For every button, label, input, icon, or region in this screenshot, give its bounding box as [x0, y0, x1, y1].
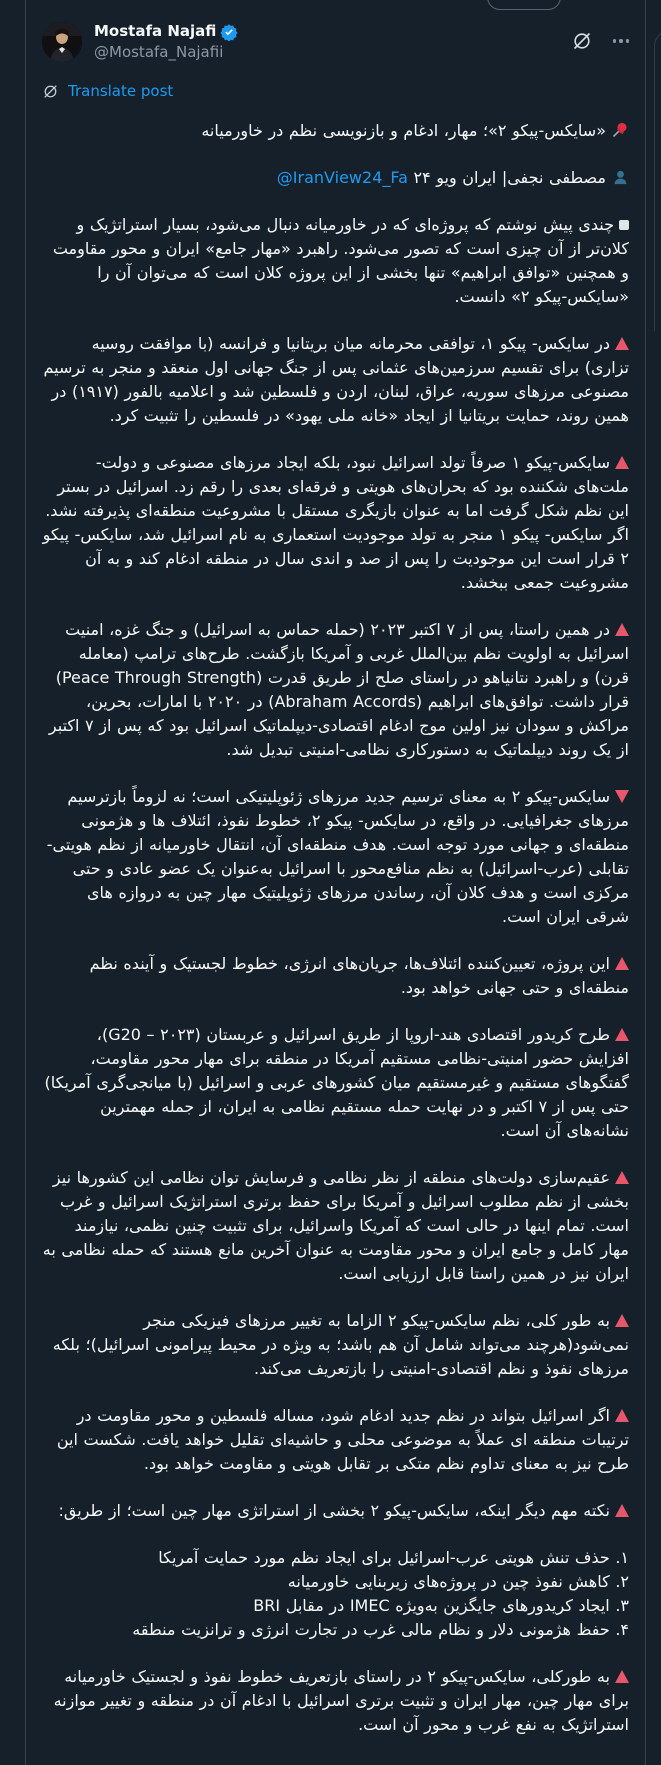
person-icon — [611, 169, 629, 187]
list-item: ۱. حذف تنش هویتی عرب-اسرائیل برای ایجاد نظم مورد حمایت آمریکا — [158, 1548, 629, 1567]
tweet-detail-card — [26, 0, 645, 1737]
triangle-up-icon — [615, 337, 629, 350]
avatar[interactable] — [42, 22, 82, 62]
triangle-up-icon — [615, 1171, 629, 1184]
tweet-paragraph: سایکس-پیکو ۲ به معنای ترسیم جدید مرزهای ژئوپلیتیکی است؛ نه لزوماً بازترسیم مرزهای جغرافیایی. در واقع، در سایکس- پیکو ۲، خطوط نفوذ، ائتلاف ها و هژمونی منطقه‌ای و جهانی مورد توجه است. هدف منطقه‌ای آن، انتقال خاورمیانه از نظم هویتی-تقابلی (عرب-اسرائیل) به نظم منافع‌محور با اسرائیل به‌عنوان یک عضو عادی و حتی مرکزی است و هدف کلان آن، رساندن مرزهای ژئوپلیتیک مهار چین به دروازه های شرقی ایران است. — [46, 787, 629, 926]
triangle-up-icon — [615, 1028, 629, 1041]
pushpin-icon — [611, 121, 629, 139]
tweet-paragraph: در همین راستا، پس از ۷ اکتبر ۲۰۲۳ (حمله حماس به اسرائیل) و جنگ غزه، امنیت اسرائیل به اولویت نظم بین‌الملل غربی و آمریکا بازگشت. طرح‌های ترامپ (معامله قرن) و راهبرد نتانیاهو در راستای صلح از طریق قدرت (Peace Through Strength) قرار داشت. توافق‌های ابراهیم (Abraham Accords) در ۲۰۲۰ با امارات، بحرین، مراکش و سودان نیز اولین موج ادغام اقتصادی-دیپلماتیک اسرائیل بود که پس از ۷ اکتبر از یک روند دیپلماتیک به دستورکاری نظامی-امنیتی تبدیل شد. — [48, 620, 629, 759]
tweet-paragraph: چندی پیش نوشتم که پروژه‌ای که در خاورمیانه دنبال می‌شود، بسیار استراتژیک و کلان‌تر از آن چیزی است که تصور می‌شود. راهبرد «مهار جامع» ایران و محور مقاومت و همچنین «توافق ابراهیم» تنها بخشی از این پروژه کلان است که می‌توان آن را «سایکس-پیکو ۲» دانست. — [52, 215, 629, 306]
header-actions — [571, 30, 630, 52]
right-rail-card-corner — [654, 30, 661, 331]
more-icon[interactable] — [613, 39, 630, 43]
tweet-paragraph: اگر اسرائیل بتواند در نظم جدید ادغام شود، مساله فلسطین و محور مقاومت در ترتیبات منطقه ای عملاً به موضوعی محلی و حاشیه‌ای تقلیل خواهد یافت. شکست این طرح نیز به معنای تداوم نظم متکی بر تقابل هویتی و مقاومت خواهد بود. — [56, 1406, 629, 1473]
verified-icon — [220, 23, 238, 41]
tweet-paragraph: عقیم‌سازی دولت‌های منطقه از نظر نظامی و فرسایش توان نظامی این کشورها نیز بخشی از نظم مطلوب اسرائیل و آمریکا برای حفظ برتری استراتژیک اسرائیل و غرب است. تمام اینها در حالی است که آمریکا واسرائیل، برای تثبیت چنین نظمی، نیازمند مهار کامل و جامع ایران و محور مقاومت به عنوان آخرین مانع هستند که حمله نظامی به ایران نیز در همین راستا قابل ارزیابی است. — [42, 1168, 629, 1283]
triangle-up-icon — [615, 1504, 629, 1517]
tweet-paragraph: به طورکلی، سایکس-پیکو ۲ در راستای بازتعریف خطوط نفوذ و لجستیک خاورمیانه برای مهار چین، مهار ایران و تثبیت برتری اسرائیل با ادغام آن در منطقه و تغییر موازنه استراتژیک به نفع غرب و محور آن است. — [53, 1667, 629, 1734]
triangle-down-icon — [615, 790, 629, 803]
tweet-title-line: «سایکس-پیکو ۲»؛ مهار، ادغام و بازنویسی نظم در خاورمیانه — [42, 119, 629, 143]
byline-author: مصطفی نجفی| ایران ویو ۲۴ — [413, 168, 606, 187]
tweet-paragraph: نکته مهم دیگر اینکه، سایکس-پیکو ۲ بخشی از استراتژی مهار چین است؛ از طریق: — [42, 1499, 629, 1523]
mention-link[interactable]: @IranView24_Fa — [276, 168, 408, 187]
triangle-up-icon — [615, 957, 629, 970]
identity-block — [94, 22, 238, 62]
tweet-paragraph: طرح کریدور اقتصادی هند-اروپا از طریق اسرائیل و عربستان (۲۰۲۳ – G20)، افزایش حضور امنیتی-نظامی مستقیم آمریکا در منطقه برای مهار محور مقاومت، گفتگوهای مستقیم و غیرمستقیم میان کشورهای عربی و اسرائیل (با میانجی‌گری آمریکا) حتی پس از ۷ اکتبر و در نهایت حمله مستقیم نظامی به ایران، از جمله مهمترین نشانه‌های آن است. — [44, 1025, 629, 1140]
list-item: ۲. کاهش نفوذ چین در پروژه‌های زیربنایی خاورمیانه — [287, 1572, 629, 1591]
triangle-up-icon — [615, 1409, 629, 1422]
tweet-numbered-list — [42, 1546, 629, 1642]
tweet-paragraph: در سایکس- پیکو ۱، توافقی محرمانه میان بریتانیا و فرانسه (با موافقت روسیه تزاری) برای تقسیم سرزمین‌های عثمانی پس از جنگ جهانی اول منعقد و منجر به ترسیم مصنوعی مرزهای سوریه، عراق، لبنان، اردن و فلسطین شد و اعلامیه بالفور (۱۹۱۷) در همین روند، حمایت بریتانیا از ایجاد «خانه ملی یهود» در فلسطین را تثبیت کرد. — [43, 334, 629, 425]
avatar-photo — [42, 22, 82, 62]
tweet-paragraph: سایکس-پیکو ۱ صرفاً تولد اسرائیل نبود، بلکه ایجاد مرزهای مصنوعی و دولت-ملت‌های شکننده بود که بحران‌های هویتی و فرقه‌ای بعدی را رقم زد. اسرائیل در بستر این نظم شکل گرفت اما به عنوان بازیگری مستقل با مشروعیت منطقه‌ای پذیرفته نشد. اگر سایکس- پیکو ۱ منجر به تولد موجودیت استعماری به نام اسرائیل شد، سایکس- پیکو ۲ قرار است این موجودیت را پس از صد و اندی سال در منطقه ادغام کند و به آن مشروعیت جمعی ببخشد. — [42, 453, 629, 592]
translate-post-link[interactable] — [26, 82, 645, 100]
triangle-up-icon — [615, 1314, 629, 1327]
tweet-paragraph: به طور کلی، نظم سایکس-پیکو ۲ الزاما به تغییر مرزهای فیزیکی منجر نمی‌شود(هرچند می‌تواند شامل آن هم باشد؛ به ویژه در محیط پیرامونی اسرائیل)؛ بلکه مرزهای نفوذ و نظم اقتصادی-امنیتی را بازتعریف می‌کند. — [52, 1311, 629, 1378]
list-item: ۳. ایجاد کریدورهای جایگزین به‌ویژه IMEC در مقابل BRI — [253, 1596, 629, 1615]
grok-icon[interactable] — [571, 30, 593, 52]
triangle-up-icon — [615, 456, 629, 469]
list-item: ۴. حفظ هژمونی دلار و نظام مالی غرب در تجارت انرژی و ترانزیت منطقه — [132, 1620, 629, 1639]
translate-label: Translate post — [68, 82, 174, 100]
triangle-up-icon — [615, 623, 629, 636]
tweet-header — [26, 0, 645, 62]
square-bullet-icon — [619, 220, 629, 230]
tweet-paragraph: این پروژه، تعیین‌کننده ائتلاف‌ها، جریان‌های انرژی، خطوط لجستیک و آینده نظم منطقه‌ای و حتی جهانی خواهد بود. — [89, 954, 629, 997]
translate-icon — [42, 83, 59, 100]
display-name[interactable]: Mostafa Najafi — [94, 22, 217, 40]
tweet-byline — [42, 166, 629, 190]
triangle-up-icon — [615, 1670, 629, 1683]
tweet-text — [26, 119, 645, 1737]
user-handle[interactable]: @Mostafa_Najafii — [94, 43, 224, 61]
timeline-right-border — [645, 0, 646, 1765]
